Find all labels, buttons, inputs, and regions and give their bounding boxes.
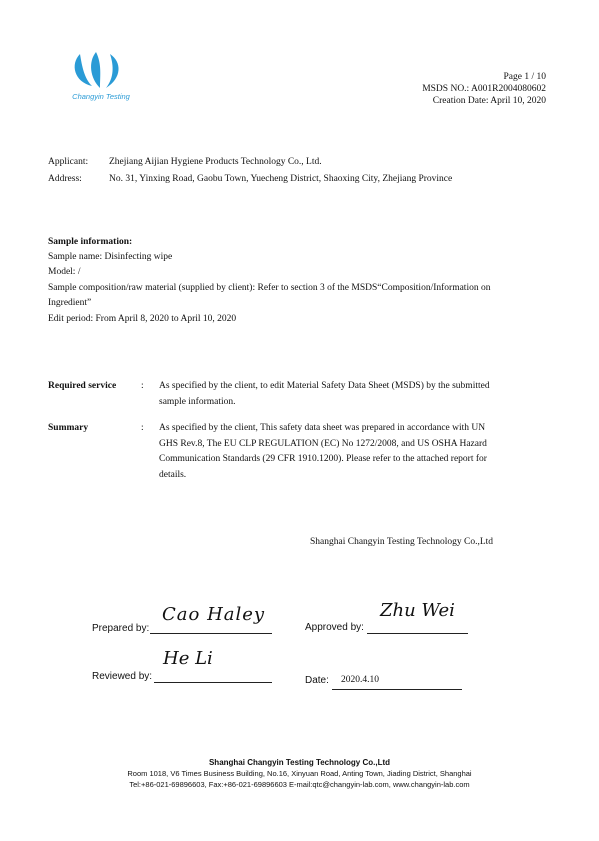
sample-model: Model: /: [48, 267, 81, 277]
date-value: 2020.4.10: [341, 675, 379, 685]
summary-line: As specified by the client, This safety data sheet was prepared in accordance with UN: [159, 423, 486, 433]
summary-line: Communication Standards (29 CFR 1910.1200). Please refer to the attached report for: [159, 454, 487, 464]
reviewed-by-label: Reviewed by:: [92, 671, 153, 682]
footer-address: Room 1018, V6 Times Business Building, No.16, Xinyuan Road, Anting Town, Jiading District, Shanghai: [127, 769, 472, 778]
msds-number: MSDS NO.: A001R2004080602: [422, 84, 546, 94]
sample-heading: Sample information:: [48, 237, 133, 247]
required-service-line: sample information.: [159, 397, 236, 407]
company-logo: [66, 48, 136, 104]
summary-colon: :: [141, 423, 144, 433]
prepared-by-label: Prepared by:: [92, 623, 150, 634]
address-label: Address:: [48, 174, 82, 184]
required-service-label: Required service: [48, 381, 117, 391]
required-service-colon: :: [141, 381, 144, 391]
address-value: No. 31, Yinxing Road, Gaobu Town, Yuecheng District, Shaoxing City, Zhejiang Province: [109, 174, 453, 184]
date-line: [332, 689, 462, 690]
required-service-text: [159, 379, 490, 410]
logo-text: Changyin Testing: [72, 92, 130, 101]
approved-by-label: Approved by:: [305, 622, 364, 633]
date-label: Date:: [305, 675, 329, 686]
summary-label: Summary: [48, 423, 89, 433]
applicant-value: Zhejiang Aijian Hygiene Products Technology Co., Ltd.: [109, 157, 322, 167]
page-number: Page 1 / 10: [503, 72, 546, 82]
reviewed-by-signature: He Li: [163, 648, 213, 669]
summary-line: details.: [159, 469, 187, 480]
prepared-by-line: [150, 633, 272, 634]
required-service-line: As specified by the client, to edit Material Safety Data Sheet (MSDS) by the submitted: [159, 381, 490, 391]
sample-composition: Sample composition/raw material (supplied by client): Refer to section 3 of the MSDS“Composition/Information on: [48, 283, 491, 293]
creation-date: Creation Date: April 10, 2020: [432, 96, 546, 106]
sample-composition-cont: Ingredient”: [48, 298, 92, 308]
approved-by-line: [367, 633, 468, 634]
edit-period: Edit period: From April 8, 2020 to April 10, 2020: [48, 314, 237, 324]
company-signoff: Shanghai Changyin Testing Technology Co.,Ltd: [310, 537, 494, 547]
footer-company: Shanghai Changyin Testing Technology Co.,Ltd: [208, 758, 391, 767]
applicant-label: Applicant:: [48, 157, 89, 167]
reviewed-by-line: [154, 682, 272, 683]
prepared-by-signature: Cao Haley: [162, 604, 266, 625]
summary-line: GHS Rev.8, The EU CLP REGULATION (EC) No 1272/2008, and US OSHA Hazard: [159, 438, 487, 449]
approved-by-signature: Zhu Wei: [380, 600, 455, 621]
summary-text: [159, 421, 487, 483]
footer-contact: Tel:+86-021-69896603, Fax:+86-021-69896603 E-mail:qtc@changyin-lab.com, www.changyin-lab.com: [129, 780, 470, 789]
changyin-logo-icon: [66, 48, 136, 92]
sample-name: Sample name: Disinfecting wipe: [48, 252, 173, 262]
